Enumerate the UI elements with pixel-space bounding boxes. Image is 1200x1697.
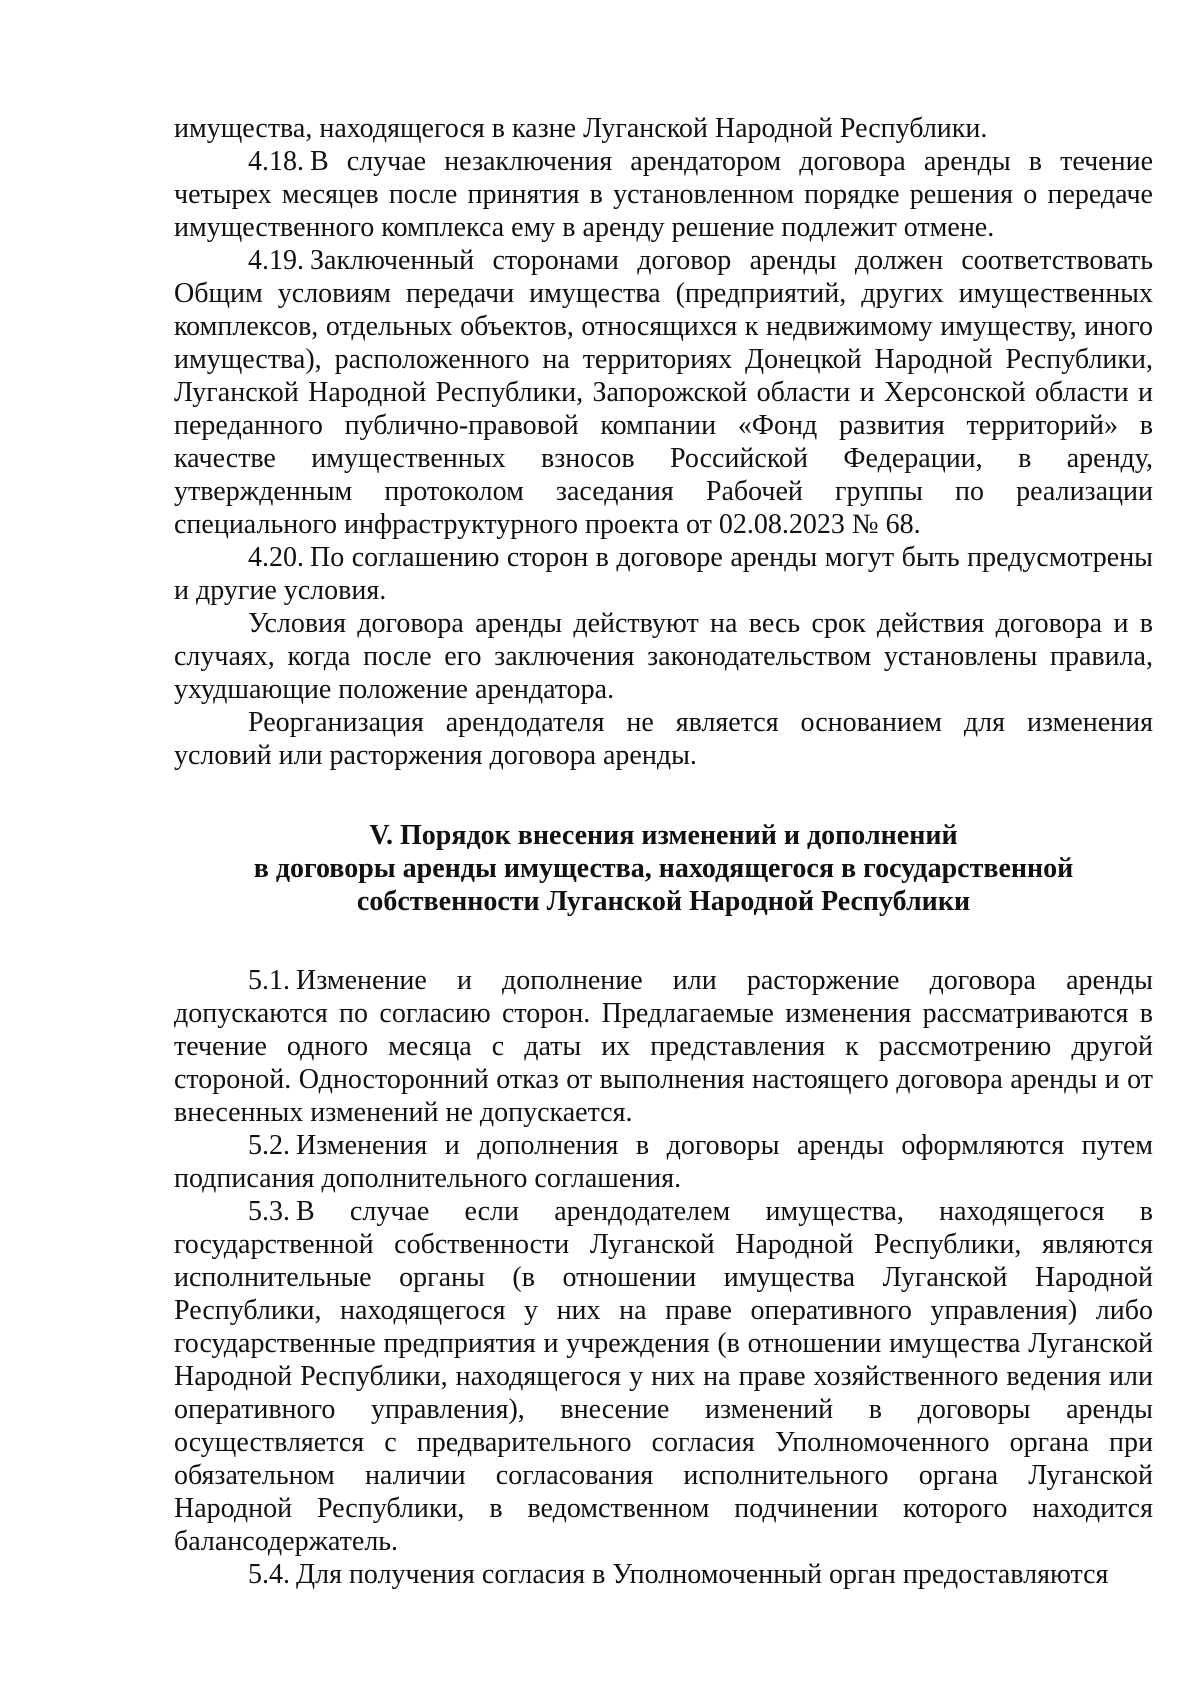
document-page [174, 112, 1153, 1591]
heading-line-3: собственности Луганской Народной Республики [356, 886, 971, 917]
paragraph-reorganization: Реорганизация арендодателя не является основанием для изменения условий или расторжения договора аренды. [174, 707, 1153, 771]
paragraph-conditions: Условия договора аренды действуют на весь срок действия договора и в случаях, когда после его заключения законодательством установлены правила, ухудшающие положение арендатора. [174, 608, 1153, 705]
paragraph-text: В случае если арендодателем имущества, находящегося в государственной собственности Луганской Народной Республики, являются исполнительные органы (в отношении имущества Луганской Народной Республики, находящегося у них на праве оперативного управления) либо государственные предприятия и учреждения (в отношении имущества Луганской Народной Республики, находящегося у них на праве хозяйственного ведения или оперативного управления), внесение изменений в договоры аренды осуществляется с предварительного согласия Уполномоченного органа при обязательном наличии согласования исполнительного органа Луганской Народной Республики, в ведомственном подчинении которого находится балансодержатель. [174, 1196, 1153, 1557]
paragraph-number: 5.2. [248, 1130, 290, 1161]
paragraph-5-4 [174, 1558, 1153, 1591]
paragraph-text: По соглашению сторон в договоре аренды могут быть предусмотрены и другие условия. [174, 542, 1153, 606]
paragraph-4-18 [174, 145, 1153, 244]
paragraph-text: Для получения согласия в Уполномоченный орган предоставляются [296, 1559, 1109, 1590]
paragraph-5-1 [174, 964, 1153, 1129]
heading-line-1: V. Порядок внесения изменений и дополнений [369, 820, 958, 851]
paragraph-number: 4.20. [248, 542, 304, 573]
section-5-heading [174, 819, 1153, 918]
paragraph-number: 4.18. [248, 146, 304, 177]
paragraph-5-3 [174, 1195, 1153, 1558]
paragraph-number: 4.19. [248, 245, 304, 276]
paragraph-text: Заключенный сторонами договор аренды должен соответствовать Общим условиям передачи имущества (предприятий, других имущественных комплексов, отдельных объектов, относящихся к недвижимому имуществу, иного имущества), расположенного на территориях Донецкой Народной Республики, Луганской Народной Республики, Запорожской области и Херсонской области и переданного публично-правовой компании «Фонд развития территорий» в качестве имущественных взносов Российской Федерации, в аренду, утвержденным протоколом заседания Рабочей группы по реализации специального инфраструктурного проекта от 02.08.2023 № 68. [174, 245, 1153, 540]
paragraph-4-19 [174, 244, 1153, 541]
paragraph-number: 5.4. [248, 1559, 290, 1590]
continuation-paragraph: имущества, находящегося в казне Луганской Народной Республики. [174, 113, 988, 144]
paragraph-5-2 [174, 1129, 1153, 1195]
heading-line-2: в договоры аренды имущества, находящегося в государственной [253, 853, 1074, 884]
paragraph-number: 5.1. [248, 965, 290, 996]
paragraph-text: Изменения и дополнения в договоры аренды оформляются путем подписания дополнительного соглашения. [174, 1130, 1153, 1194]
paragraph-4-20 [174, 541, 1153, 607]
paragraph-text: Изменение и дополнение или расторжение договора аренды допускаются по согласию сторон. Предлагаемые изменения рассматриваются в течение одного месяца с даты их представления к рассмотрению другой стороной. Односторонний отказ от выполнения настоящего договора аренды и от внесенных изменений не допускается. [174, 965, 1153, 1128]
paragraph-number: 5.3. [248, 1196, 290, 1227]
paragraph-text: В случае незаключения арендатором договора аренды в течение четырех месяцев после принятия в установленном порядке решения о передаче имущественного комплекса ему в аренду решение подлежит отмене. [174, 146, 1153, 243]
